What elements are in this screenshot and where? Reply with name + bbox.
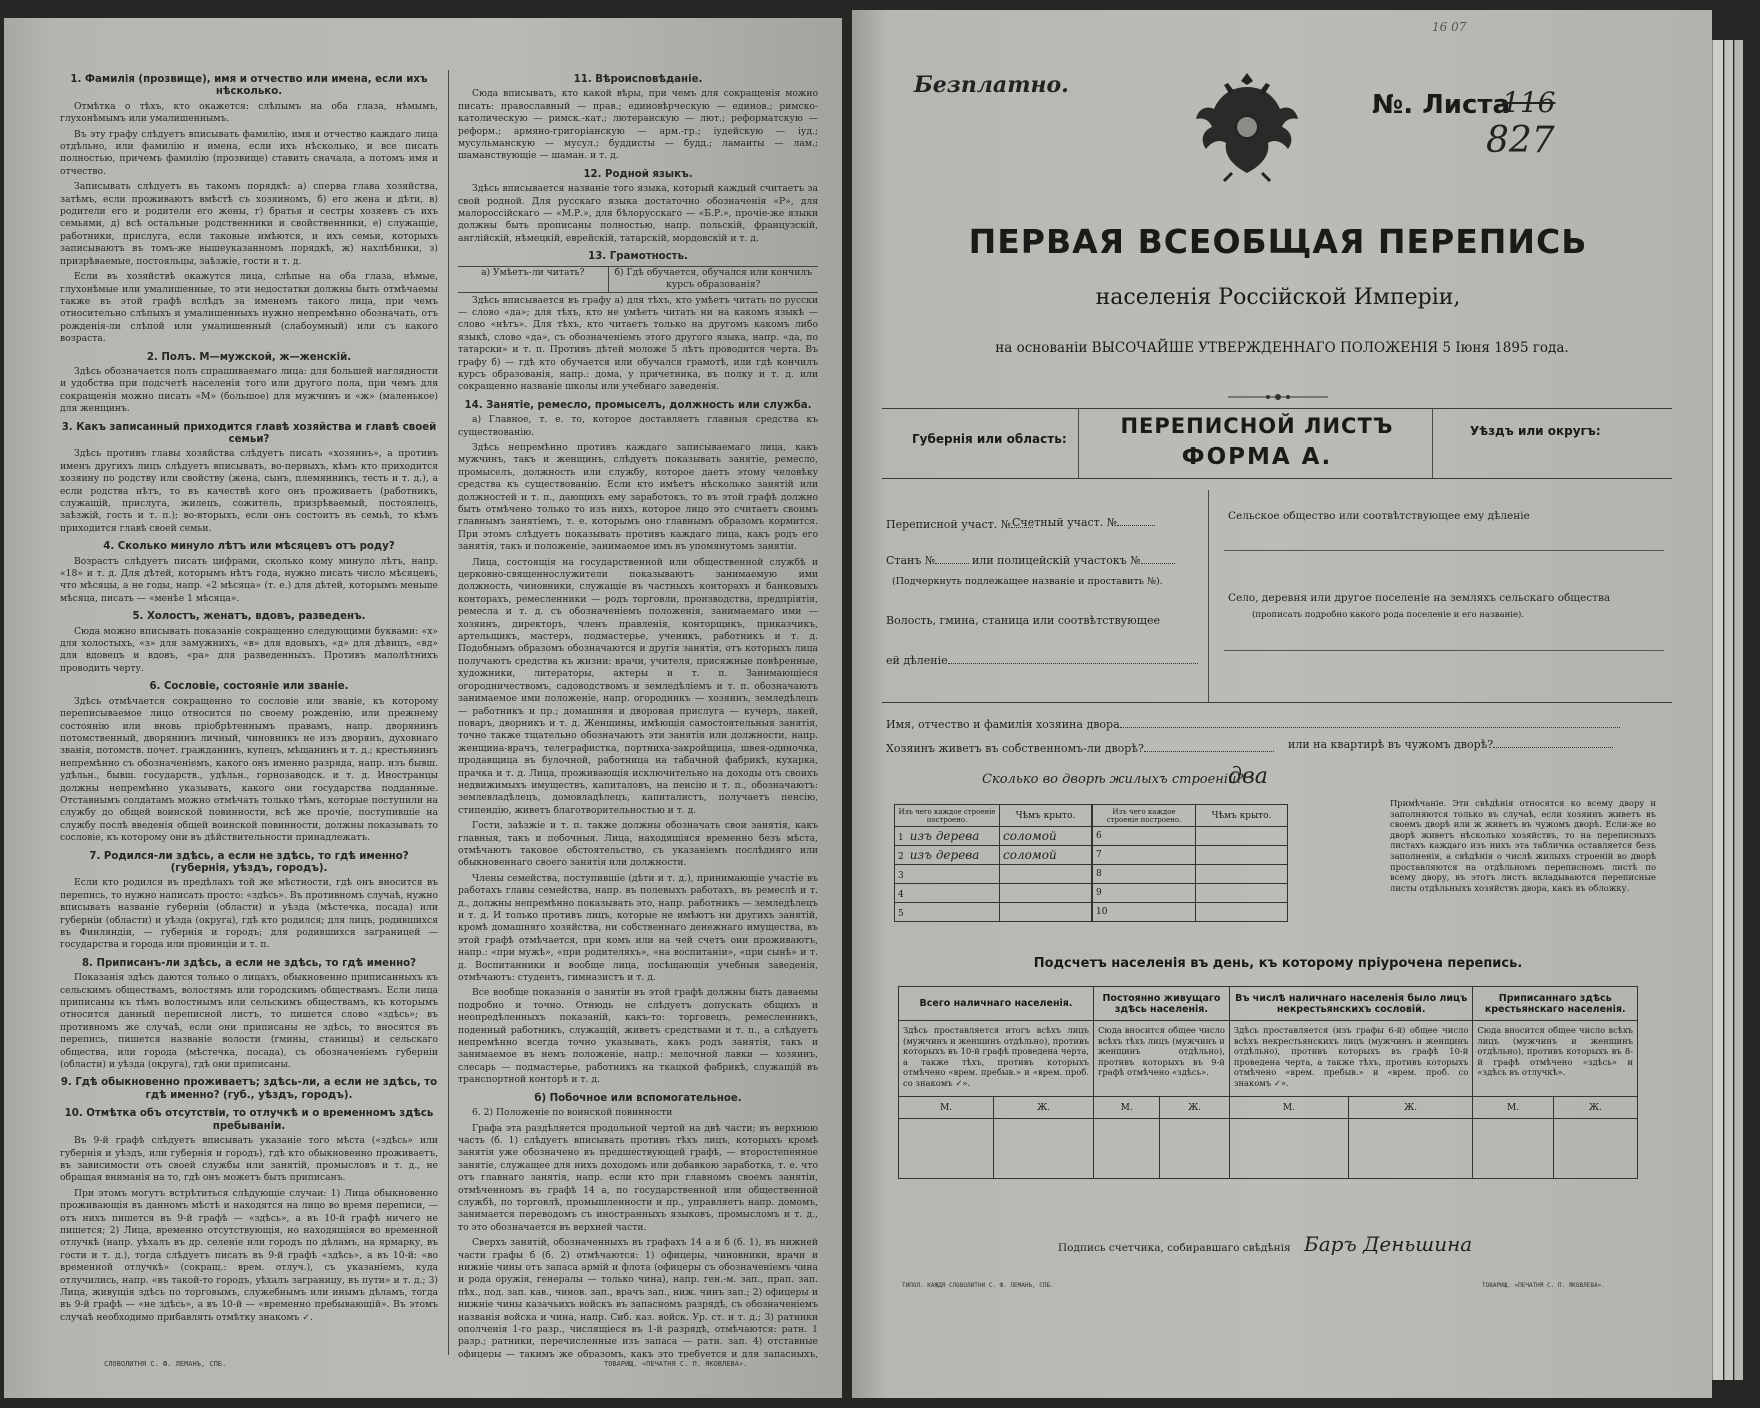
instruction-paragraph: Отмѣтка о тѣхъ, кто окажется: слѣпымъ на оба глаза, нѣмымъ, глухонѣмымъ или умалишеннымъ. <box>60 100 438 125</box>
building-row <box>895 865 1092 884</box>
instruction-heading: 14. Занятіе, ремесло, промыселъ, должность или служба. <box>464 399 812 411</box>
rule <box>1208 490 1209 702</box>
column-divider <box>448 70 449 1355</box>
female-count-cell[interactable] <box>994 1119 1094 1179</box>
instruction-paragraph: Лица, состоящія на государственной или общественной службѣ и церковно-священнослужители показываютъ занимаемую ими должность, чиновники, служащіе въ частныхъ конторахъ и банковыхъ конторахъ, ремесленники — родъ торговли, производства, предпріятія, ремесла и т. д. съ обозначеніемъ положенія, занимаемаго ими — хозяинъ, директоръ, членъ правленія, конторщикъ, приказчикъ, артельщикъ, мастеръ, подмастерье, ученикъ, работникъ и т. д. Подобнымъ образомъ обозначаются и другія занятія, отъ которыхъ лица получаютъ средства къ жизни: врачи, учителя, присяжные повѣренные, художники, литераторы, актеры и т. п. Занимающіеся огородничествомъ, садоводствомъ и земледѣліемъ и т. п. обозначаютъ занимаемое ими положеніе, напр. огородникъ — хозяинъ, земледѣлецъ — работникъ и пр.; домашняя и дворовая прислуга — кучеръ, лакей, поваръ, дворникъ и т. д. Женщины, имѣющія самостоятельныя занятія, точно также тщательно обозначаютъ эти занятія или должности, напр. женщина-врачъ, телеграфистка, портниха-закройщица, швея-одиночка, продавщица въ булочной, работница на табачной фабрикѣ, кухарка, прачка и т. д. Лица, проживающія исключительно на доходы отъ своихъ недвижимыхъ имуществъ, капиталовъ, на пенсію и т. п., обозначаютъ: землевладѣлецъ, домовладѣлецъ, капиталистъ, получаетъ пенсію, стипендію, живетъ благотворительностью и т. д. <box>458 556 818 816</box>
village-line[interactable] <box>1224 650 1664 651</box>
building-number: 3 <box>898 871 904 881</box>
buildings-count-label: Сколько во дворѣ жилыхъ строеній? <box>982 772 1244 787</box>
instruction-paragraph: Здѣсь непремѣнно противъ каждаго записываемаго лица, какъ мужчинъ, такъ и женщинъ, слѣдуетъ показывать занятіе, ремесло, промыселъ, должность или службу, которое даетъ этому человѣку средства къ существованію. Если кто имѣетъ нѣсколько занятій или должностей и т. п., дающихъ ему заработокъ, то въ этой графѣ должно быть отмѣчено только то изъ нихъ, которое лицо это считаетъ своимъ главнымъ занятіемъ, т. е. которымъ оно главнымъ образомъ кормится. При этомъ слѣдуетъ показывать противъ каждаго лица, какъ родъ его занятія, такъ и положеніе, занимаемое имъ въ упомянутомъ занятіи. <box>458 441 818 553</box>
instruction-heading: б) Побочное или вспомогательное. <box>534 1092 742 1104</box>
archive-corner-number: 16 07 <box>1432 20 1467 34</box>
form-subtitle: населенія Россійской Имперіи, <box>1095 285 1461 310</box>
instruction-heading: 7. Родился-ли здѣсь, а если не здѣсь, то гдѣ именно? (губернія, уѣздъ, городъ). <box>89 850 409 874</box>
owner-rented-field[interactable] <box>1288 738 1613 751</box>
instruction-paragraph: Здѣсь вписывается названіе того языка, который каждый считаетъ за свой родной. Для русскаго языка достаточно обозначенія «Р», для малороссійскаго — «М.Р.», для бѣлорусскаго — «Б.Р.», прочіе-же языки должны быть прописаны полностью, напр. польскій, французскій, англійскій, нѣмецкій, еврейскій, татарскій, мордовскій и т. д. <box>458 183 818 244</box>
building-number: 4 <box>898 890 904 900</box>
instruction-paragraph: Сюда можно вписывать показаніе сокращенно следующими буквами: «х» для холостыхъ, «з» для замужнихъ, «в» для вдовыхъ, «д» для дѣвицъ, «вд» для вдовецъ и вдовъ, «ра» для разведенныхъ. Противъ малолѣтнихъ проводить черту. <box>60 625 438 674</box>
building-material-cell[interactable] <box>895 846 1000 865</box>
building-material-handwritten: изъ дерева <box>909 848 980 862</box>
count-column-header: Всего наличнаго населенія. <box>899 987 1094 1021</box>
building-number: 9 <box>1096 888 1102 898</box>
left-page-instructions <box>4 18 842 1398</box>
count-district-field[interactable] <box>1012 516 1155 529</box>
female-count-cell[interactable] <box>1553 1119 1637 1179</box>
count-district-label: Счетный участ. № <box>1012 516 1118 529</box>
owner-own-yard-field[interactable] <box>886 742 1274 755</box>
building-material-cell[interactable] <box>1093 903 1196 922</box>
building-material-cell[interactable] <box>1093 884 1196 903</box>
census-sheet-title: ПЕРЕПИСНОЙ ЛИСТЪ <box>1120 414 1394 438</box>
ornament-divider <box>1228 386 1328 394</box>
male-column-label: М. <box>899 1097 994 1119</box>
instruction-paragraph: Гости, заѣзжіе и т. п. также должны обозначать свои занятія, какъ главныя, такъ и побочныя. Лица, находящіяся временно безъ мѣста, отмѣчаютъ таковое обстоятельство, съ указаніемъ послѣдняго или обыкновеннаго своего занятія или должности. <box>458 820 818 869</box>
count-column-header: Постоянно живущаго здѣсь населенія. <box>1094 987 1230 1021</box>
instruction-paragraph: Показанія здѣсь даются только о лицахъ, обыкновенно приписанныхъ къ сельскимъ обществамъ, волостямъ или городскимъ обществамъ. Если лица приписаны къ тѣмъ волостнымъ или сельскимъ обществамъ, къ которымъ относится данный переписной листъ, то пишется слово «здѣсь»; въ противномъ же случаѣ, если они приписаны не здѣсь, то вносятся въ перепись, пишется названіе волости (гмины, станицы) и сельскаго общества, или города (мѣстечка, посада), съ обозначеніемъ губерніи (области) и уѣзда (округа), гдѣ они приписаны. <box>60 972 438 1071</box>
right-footer-printer: ТОВАРИЩ. «ПЕЧАТНЯ С. П. ЯКОВЛЕВА». <box>1482 1282 1605 1289</box>
buildings-roof-header-2: Чѣмъ крыто. <box>1196 805 1288 827</box>
building-number: 2 <box>898 852 904 862</box>
instruction-paragraph: Если кто родился въ предѣлахъ той же мѣстности, гдѣ онъ вносится въ перепись, то нужно написать просто: «здѣсь». Въ противномъ случаѣ, нужно вписывать названіе губерніи (области) и уѣзда (мѣстечка, посада) или губерніи (области) и уѣзда (округа), гдѣ кто родился; для лицъ, родившихся въ Финляндіи, — губернія и городъ; для родившихся заграницей — государства и города или провинціи и т. п. <box>60 877 438 951</box>
count-column-header: Приписаннаго здѣсь крестьянскаго населенія. <box>1473 987 1638 1021</box>
building-material-cell[interactable] <box>895 903 1000 922</box>
buildings-material-header: Изъ чего каждое строеніе построено. <box>895 805 1000 827</box>
instruction-heading: 11. Вѣроисповѣданіе. <box>573 74 703 85</box>
building-material-cell[interactable] <box>895 884 1000 903</box>
literacy-read-subheading: а) Умѣетъ-ли читать? <box>458 267 609 292</box>
building-material-handwritten: изъ дерева <box>909 829 980 843</box>
instruction-paragraph: Здѣсь противъ главы хозяйства слѣдуетъ писать «хозяинъ», а противъ именъ другихъ лицъ слѣдуетъ вписывать, во-первыхъ, кѣмъ кто приходится хозяину по родству или свойству (жена, сынъ, племянникъ, тесть и т. д.), а если родства нѣтъ, то въ качествѣ кого онъ проживаетъ (работникъ, служащій, прислуга, жилецъ, сожитель, призрѣваемый, постоялецъ, заѣзжій, гость и т. п.); во-вторыхъ, если онъ состоитъ въ семьѣ, то кѣмъ приходится главѣ своей семьи. <box>60 448 438 534</box>
female-count-cell[interactable] <box>1160 1119 1230 1179</box>
building-number: 1 <box>898 833 904 843</box>
form-legal-basis: на основаніи ВЫСОЧАЙШЕ УТВЕРЖДЕННАГО ПОЛОЖЕНІЯ 5 Іюня 1895 года. <box>995 340 1569 356</box>
building-material-cell[interactable] <box>895 865 1000 884</box>
female-column-label: Ж. <box>1553 1097 1637 1119</box>
buildings-count-handwritten[interactable]: два <box>1228 764 1268 789</box>
owner-rented-label: или на квартирѣ въ чужомъ дворѣ? <box>1288 738 1494 751</box>
instruction-heading: 6. Сословіе, состояніе или званіе. <box>149 681 349 693</box>
left-footer-typefoundry: СЛОВОЛИТНЯ С. Ф. ЛЕМАНЪ, СПБ. <box>104 1360 227 1368</box>
building-row <box>1093 903 1288 922</box>
village-label: Село, деревня или другое поселеніе на земляхъ сельскаго общества <box>1228 592 1611 604</box>
count-column-instruction: Здѣсь проставляется (изъ графы 6-й) общее число всѣхъ некрестьянскихъ лицъ (мужчинъ и женщинъ отдѣльно), противъ которыхъ въ графѣ 10-й проведена черта, а также тѣхъ, противъ которыхъ отмѣчено «врем. пребыв.» и «врем. проб. со знакомъ ✓». <box>1229 1021 1473 1097</box>
instruction-heading: 13. Грамотность. <box>588 251 688 263</box>
building-roof-cell[interactable] <box>1000 903 1092 922</box>
buildings-note: Примѣчаніе. Эти свѣдѣнія относятся ко всему двору и заполняются только въ случаѣ, если хозяинъ живетъ въ своемъ дворѣ или ж живетъ въ чужомъ дворѣ. Если-же во дворѣ живетъ нѣсколько хозяйствъ, то на переписныхъ листахъ каждаго изъ нихъ эта табличка оставляется безъ заполненія, а свѣдѣнія о числѣ жилыхъ строеній во дворѣ проставляются на отдѣльномъ переписномъ листѣ по всему двору, въ этотъ листъ вкладываются переписные листы отдѣльныхъ хозяйствъ двора, какъ въ обложку. <box>1390 798 1656 893</box>
building-roof-cell[interactable] <box>1000 865 1092 884</box>
building-roof-cell[interactable] <box>1196 827 1288 846</box>
instruction-heading: 3. Какъ записанный приходится главѣ хозяйства и главѣ своей семьи? <box>61 421 437 445</box>
stan-label: Станъ № <box>886 554 936 567</box>
building-row <box>895 884 1092 903</box>
male-count-cell[interactable] <box>1094 1119 1160 1179</box>
buildings-table-right <box>1092 804 1288 922</box>
building-roof-cell[interactable] <box>1196 846 1288 865</box>
instruction-heading: 2. Полъ. М—мужской, ж—женскій. <box>146 351 352 363</box>
enumerator-signature[interactable]: Баръ Деньшина <box>1304 1232 1473 1256</box>
count-column-header: Въ числѣ наличнаго населенія было лицъ некрестьянскихъ сословій. <box>1229 987 1473 1021</box>
buildings-roof-header: Чѣмъ крыто. <box>1000 805 1092 827</box>
volost-field[interactable] <box>886 654 1198 667</box>
owner-name-field[interactable] <box>886 718 1620 731</box>
instruction-paragraph: Здѣсь отмѣчается сокращенно то сословіе или званіе, къ которому переписываемое лицо относится по своему рожденію, или прежнему состоянію или вновь пріобрѣтеннымъ правамъ, напр. дворянинъ потомственный, дворянинъ личный, чиновникъ не изъ дворянъ, духовнаго званія, потомств. почет. гражданинъ, купецъ, мѣщанинъ и т. д.; крестьянинъ непремѣнно съ обозначеніемъ, какого онъ именно разряда, напр. изъ бывш. удѣльн., бывш. государств., удѣльн., горнозаводск. и т. д. Иностранцы должны непремѣнно указывать, какого они государства подданные. Отставнымъ солдатамъ можно отмѣчать только тѣмъ, которые поступили на службу до общей воинской повинности, всѣ же прочіе, поступившіе на службу послѣ введенія общей воинской повинности, должны показывать то сословіе, къ которому они въ дѣйствительности принадлежатъ. <box>60 695 438 844</box>
count-column-instruction: Сюда вносится общее число всѣхъ тѣхъ лицъ (мужчинъ и женщинъ отдѣльно), противъ которыхъ въ 9-й графѣ отмѣчено «здѣсь». <box>1094 1021 1230 1097</box>
right-page-census-form <box>852 10 1712 1398</box>
sheet-number-handwritten: 827 <box>1486 120 1555 161</box>
page-edge-stack <box>1734 40 1743 1380</box>
instruction-paragraph: Въ 9-й графѣ слѣдуетъ вписывать указаніе того мѣста («здѣсь» или губернія и уѣздъ, или губернія и городъ), гдѣ кто обыкновенно проживаетъ, въ зависимости отъ своей службы или занятій, промысловъ и т. д., не обращая вниманія на то, гдѣ онъ можетъ быть приписанъ. <box>60 1135 438 1184</box>
right-footer-typefoundry: ТИПОЛ. КАЖДЯ СЛОВОЛИТНИ С. Ф. ЛЕМАНЪ, СПБ. <box>902 1282 1054 1289</box>
female-column-label: Ж. <box>1348 1097 1473 1119</box>
literacy-education-subheading: б) Гдѣ обучается, обучался или кончилъ курсъ образованія? <box>614 266 813 291</box>
instruction-paragraph: а) Главное, т. е. то, которое доставляетъ главныя средства къ существованію. <box>458 414 818 438</box>
instruction-heading: 1. Фамилія (прозвище), имя и отчество или имена, если ихъ нѣсколько. <box>70 74 428 98</box>
instruction-heading: 12. Родной языкъ. <box>583 168 693 180</box>
census-form-letter: ФОРМА А. <box>1181 444 1333 470</box>
instruction-paragraph: 6. 2) Положеніе по воинской повинности <box>472 1107 673 1119</box>
building-row <box>1093 884 1288 903</box>
instruction-heading: 9. Гдѣ обыкновенно проживаетъ; здѣсь-ли, а если не здѣсь, то гдѣ именно? (губ., уѣздъ, городъ). <box>60 1077 438 1101</box>
count-column-instruction: Здѣсь проставляется итогъ всѣхъ лицъ (мужчинъ и женщинъ отдѣльно), противъ которыхъ въ 10-й графѣ проведена черта, а также тѣхъ, противъ которыхъ отмѣчено «врем. пребыв.» и «врем. проб. со знакомъ ✓». <box>899 1021 1094 1097</box>
rural-society-line[interactable] <box>1224 550 1664 551</box>
female-column-label: Ж. <box>1160 1097 1230 1119</box>
sheet-number-label: №. Листа <box>1372 90 1511 120</box>
buildings-material-header-2: Изъ чего каждое строеніе построено. <box>1093 805 1196 827</box>
building-row <box>1093 846 1288 865</box>
page-edge-stack <box>1724 40 1733 1380</box>
rule <box>1432 408 1433 478</box>
instruction-heading: 5. Холостъ, женатъ, вдовъ, разведенъ. <box>132 611 366 623</box>
village-instruction-note: (прописать подробно какого рода поселеніе и его названіе). <box>1252 610 1524 620</box>
rule <box>1078 408 1079 478</box>
male-count-cell[interactable] <box>1473 1119 1553 1179</box>
building-roof-cell[interactable] <box>1000 884 1092 903</box>
female-column-label: Ж. <box>994 1097 1094 1119</box>
rule <box>882 702 1672 703</box>
uezd-field-label: Уѣздъ или округъ: <box>1470 424 1601 438</box>
double-headed-eagle-emblem <box>1192 65 1302 185</box>
sheet-number-handwritten-struck: 116 <box>1502 86 1556 119</box>
owner-own-yard-label: Хозяинъ живетъ въ собственномъ-ли дворѣ? <box>886 742 1144 755</box>
instructions-column-1 <box>60 68 438 1358</box>
instructions-column-2 <box>458 68 818 1358</box>
building-roof-cell[interactable]: соломой <box>1000 846 1092 865</box>
male-count-cell[interactable] <box>1229 1119 1348 1179</box>
enumerator-signature-label: Подпись счетчика, собиравшаго свѣдѣнія <box>1058 1242 1291 1254</box>
stan-field[interactable] <box>886 554 969 567</box>
instruction-paragraph: Все вообще показанія о занятіи въ этой графѣ должны быть даваемы подробно и точно. Отнюдь не слѣдуетъ допускать общихъ и неопредѣленныхъ показаній, какъ-то: торговецъ, ремесленникъ, поденный работникъ, служащій, живетъ средствами и т. п., а слѣдуетъ непремѣнно всегда точно указывать, какъ родъ занятія, такъ и занимаемое въ немъ положеніе, напр.: мелочной лавки — хозяинъ, слесарь — подмастерье, работникъ на ткацкой фабрикѣ, служащій въ транспортной конторѣ и т. д. <box>458 987 818 1086</box>
building-roof-cell[interactable] <box>1196 865 1288 884</box>
instruction-paragraph: Здѣсь обозначается полъ спрашиваемаго лица: для большей наглядности и удобства при подсчетѣ населенія того или другого пола, при чемъ для сокращенія можно писать «М» (большое) для мужчинъ и «ж» (маленькое) для женщинъ. <box>60 365 438 415</box>
building-number: 7 <box>1096 850 1102 860</box>
building-number: 8 <box>1096 869 1102 879</box>
page-edge-stack <box>1712 40 1723 1380</box>
building-material-cell[interactable] <box>895 827 1000 846</box>
male-count-cell[interactable] <box>899 1119 994 1179</box>
instruction-paragraph: Если въ хозяйствѣ окажутся лица, слѣпые на оба глаза, нѣмые, глухонѣмые или умалишенные, то эти недостатки должны быть отмѣчаемы также въ этой графѣ вслѣдъ за именемъ такого лица, при чемъ относительно слѣпыхъ и умалишенныхъ нужно непремѣнно обозначать, отъ рожденія-ли слѣпой или умалишенный (слабоумный) или съ какого возраста. <box>60 271 438 345</box>
male-column-label: М. <box>1473 1097 1553 1119</box>
underline-instruction-note: (Подчеркнуть подлежащее названіе и проставить №). <box>892 576 1163 587</box>
male-column-label: М. <box>1094 1097 1160 1119</box>
building-number: 6 <box>1096 831 1102 841</box>
literacy-subheadings <box>458 266 818 293</box>
instruction-paragraph: Сюда вписывать, кто какой вѣры, при чемъ для сокращенія можно писать: православный — прав.; единовѣрческую — единов.; римско-католическую — римск.-кат.; лютеранскую — лют.; реформатскую — реформ.; армяно-григоріанскую — арм.-гр.; іудейскую — іуд.; мусульманскую — мусул.; буддисты — будд.; ламаиты — лам.; шаманствующіе — шаман. и т. д. <box>458 88 818 162</box>
building-roof-cell[interactable]: соломой <box>1000 827 1092 846</box>
building-roof-cell[interactable] <box>1196 903 1288 922</box>
building-material-cell[interactable] <box>1093 846 1196 865</box>
building-row <box>1093 827 1288 846</box>
building-row <box>895 903 1092 922</box>
rule <box>882 408 1672 409</box>
instruction-paragraph: Въ эту графу слѣдуетъ вписывать фамилію, имя и отчество каждаго лица отдѣльно, или фамилію и имена, если ихъ нѣсколько, и все писать полностью, причемъ фамилію (прозвище) ставить сначала, а потомъ имя и отчество. <box>60 128 438 177</box>
building-material-cell[interactable] <box>1093 827 1196 846</box>
building-number: 10 <box>1096 907 1108 917</box>
instruction-paragraph: Члены семейства, поступившіе (дѣти и т. д.), принимающіе участіе въ работахъ главы семейства, напр. въ полевыхъ работахъ, въ ремеслѣ и т. д., должны непремѣнно показывать это, напр. работникъ — земледѣлецъ и т. д. И только противъ лицъ, которые не имѣютъ ни другихъ занятій, кромѣ домашняго хозяйства, ни собственнаго денежнаго имущества, въ этой графѣ отмѣчается, при комъ или на чей счетъ они проживаютъ, напр.: «при мужѣ», «при родителяхъ», «на воспитаніи», «при сынѣ» и т. д. Воспитанники и вообще лица, посѣщающія учебныя заведенія, отмѣчаютъ: студентъ, гимназистъ и т. д. <box>458 872 818 984</box>
male-column-label: М. <box>1229 1097 1348 1119</box>
police-precinct-field[interactable] <box>972 554 1175 567</box>
count-column-instruction: Сюда вносится общее число всѣхъ лицъ (мужчинъ и женщинъ отдѣльно), противъ которыхъ въ 8-й графѣ отмѣчено «здѣсь» и «здѣсь въ отлучкѣ». <box>1473 1021 1638 1097</box>
building-roof-cell[interactable] <box>1196 884 1288 903</box>
buildings-table-left <box>894 804 1092 922</box>
building-number: 5 <box>898 909 904 919</box>
rural-society-label: Сельское общество или соотвѣтствующее ему дѣленіе <box>1228 510 1530 522</box>
female-count-cell[interactable] <box>1348 1119 1473 1179</box>
volost-label: Волость, гмина, станица или соотвѣтствующее <box>886 614 1160 627</box>
building-row <box>1093 865 1288 884</box>
census-district-label: Переписной участ. № <box>886 518 1012 531</box>
police-precinct-label: или полицейскій участокъ № <box>972 554 1141 567</box>
rule <box>882 478 1672 479</box>
instruction-heading: 8. Приписанъ-ли здѣсь, а если не здѣсь, то гдѣ именно? <box>81 957 417 969</box>
free-of-charge-label: Безплатно. <box>914 72 1069 98</box>
instruction-paragraph: При этомъ могутъ встрѣтиться слѣдующіе случаи: 1) Лица обыкновенно проживающія въ данномъ мѣстѣ и находятся на лицо во время переписи, — отъ нихъ пишется въ 9-й графѣ — «здѣсь», а въ 10-й графѣ ничего не пишется; 2) Лица, временно отсутствующія, но находящіяся во временной отлучкѣ (напр. уѣхалъ въ др. селеніе или городъ по дѣламъ, на ярмарку, въ гости и т. д.), тогда слѣдуетъ писать въ 9-й графѣ «здѣсь», а въ 10-й: «во временной отлучкѣ» (сокращ.: врем. отлуч.), съ указаніемъ, куда отлучились, напр. «въ такой-то городъ, уѣхалъ заграницу, въ пути» и т. д.; 3) Лица, живущія здѣсь по торговымъ, служебнымъ или инымъ дѣламъ, тогда въ 9-й графѣ — «не здѣсь», а въ 10-й — «временно пребывающій». Въ этомъ случаѣ необходимо прибавлять отмѣтку знакомъ ✓. <box>60 1187 438 1323</box>
building-material-cell[interactable] <box>1093 865 1196 884</box>
instruction-heading: 10. Отмѣтка объ отсутствіи, то отлучкѣ и о временномъ здѣсь пребываніи. <box>64 1108 434 1132</box>
building-row <box>895 827 1092 846</box>
left-footer-printer: ТОВАРИЩ. «ПЕЧАТНЯ С. П. ЯКОВЛЕВА». <box>604 1360 748 1368</box>
province-field-label: Губернія или область: <box>912 432 1067 446</box>
instruction-paragraph: Возрастъ слѣдуетъ писать цифрами, сколько кому минуло лѣтъ, напр. «18» и т. д. Для дѣтей, которымъ нѣтъ года, нужно писать число мѣсяцевъ, что мѣсяцы, а не годы, напр. «2 мѣсяца» (т. е.) для дѣтей, которымъ меньше мѣсяца, писать — «менѣе 1 мѣсяца». <box>60 555 438 604</box>
instruction-heading: 4. Сколько минуло лѣтъ или мѣсяцевъ отъ роду? <box>103 541 395 553</box>
form-main-title: ПЕРВАЯ ВСЕОБЩАЯ ПЕРЕПИСЬ <box>968 222 1588 261</box>
owner-name-label: Имя, отчество и фамилія хозяина двора <box>886 718 1120 731</box>
population-count-table <box>898 986 1638 1179</box>
volost-label-2: ей дѣленіе <box>886 654 948 667</box>
population-count-title: Подсчетъ населенія въ день, къ которому пріурочена перепись. <box>1033 956 1523 971</box>
instruction-paragraph: Здѣсь вписывается въ графу а) для тѣхъ, кто умѣетъ читать по русски — слово «да»; для тѣхъ, кто не умѣетъ читать ни на какомъ языкѣ — слово «нѣтъ». Для тѣхъ, кто читаетъ только на другомъ какомъ либо языкѣ, слово «да», съ обозначеніемъ этого другого языка, напр. «да, по татарски» и т. п. Противъ дѣтей моложе 5 лѣтъ проводится черта. Въ графу б) — гдѣ кто обучается или обучался грамотѣ, или гдѣ кончилъ курсъ образованія, напр.: дома, у причетника, въ полку и т. д. или сокращенно названіе школы или учебнаго заведенія. <box>458 294 818 393</box>
instruction-paragraph: Графа эта раздѣляется продольной чертой на двѣ части; въ верхнюю часть (б. 1) слѣдуетъ вписывать противъ тѣхъ лицъ, которыхъ кромѣ занятія уже обозначено въ предшествующей графѣ, — второстепенное занятіе, служащее для нихъ доходомъ или добавкою заработка, т. е. что отъ главнаго занятія, напр. если кто при главномъ своемъ занятіи, отмѣченномъ въ графѣ 14 а, по государственной или общественной службѣ, по торговлѣ, промышленности и пр., управляетъ напр. домомъ, занимается переводомъ съ иностранныхъ языковъ, промысломъ и т. д., то это обозначается въ верхней части. <box>458 1122 818 1233</box>
instruction-paragraph: Записывать слѣдуетъ въ такомъ порядкѣ: а) сперва глава хозяйства, затѣмъ, если проживаютъ вмѣстѣ съ хозяиномъ, б) его жена и дѣти, в) родители его и родители его жены, г) братья и сестры хозяевъ съ ихъ семьями, д) всѣ остальные родственники и свойственники, е) служащіе, работники, прислуга, если таковые имѣются, и ихъ семьи, которыхъ записываютъ въ томъ-же вышеуказанномъ порядкѣ, ж) нахлѣбники, з) призрѣваемые, постояльцы, заѣзжіе, гости и т. д. <box>60 181 438 267</box>
building-row <box>895 846 1092 865</box>
instruction-paragraph: Сверхъ занятій, обозначенныхъ въ графахъ 14 а и б (б. 1), въ нижней части графы б (б. 2) отмѣчаются: 1) офицеры, чиновники, врачи и нижніе чины отъ запаса армій и флота (офицеры съ обозначеніемъ чина и рода оружія, генералы — только чина), напр. ген.-м. зап., прап. зап. пѣх., под. зап. кав., чинов. зап., врачъ зап., ниж. чинъ зап.; 2) офицеры и нижніе чины казачьихъ войскъ въ запасномъ разрядѣ, съ обозначеніемъ названія войска и чина, напр. Сиб. каз. войск. Ур. ст. и т. д.; 3) ратники ополченія 1-го разр., числящіеся въ 1-й разрядѣ, отмѣчаются: ратн. 1 разр.; ратники, перечисленные изъ запаса — ратн. зап. 4) отставные офицеры — такимъ же образомъ, какъ это требуется и для запасныхъ, <box>458 1237 818 1358</box>
